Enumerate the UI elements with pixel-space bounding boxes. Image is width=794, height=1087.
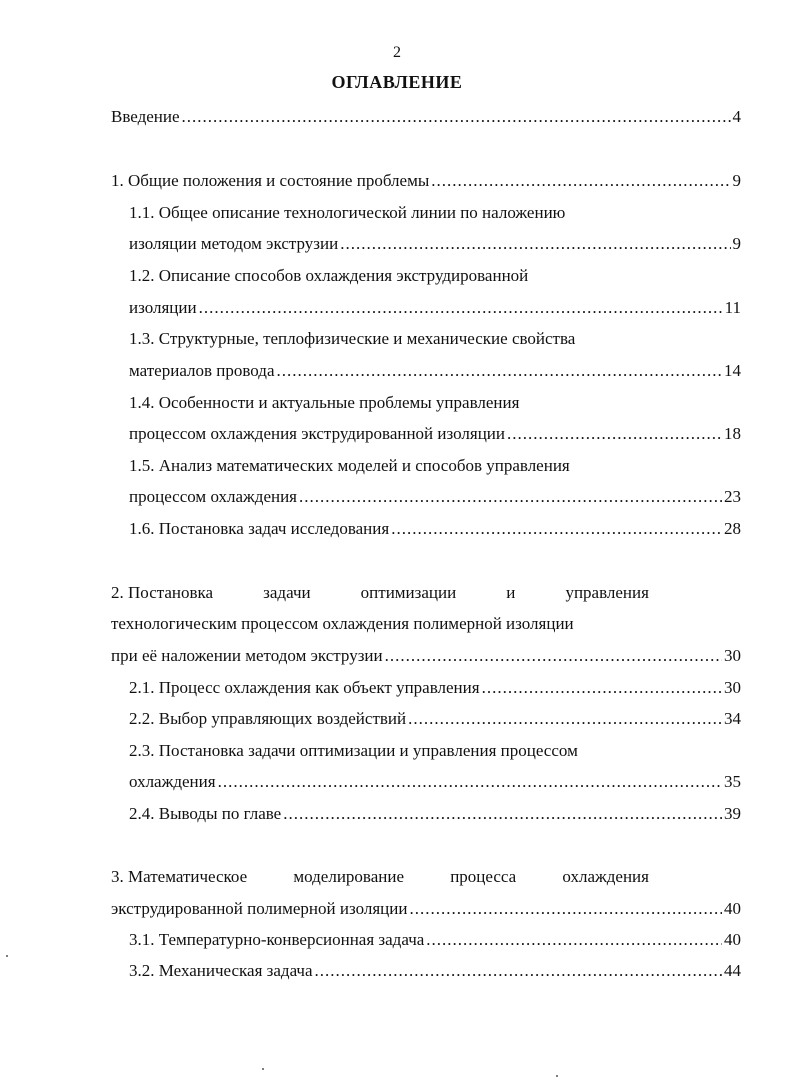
toc-entry-chapter-2[interactable]: при её наложении методом экструзии ..... 30: [111, 645, 741, 667]
toc-entry-intro[interactable]: Введение ..... 4: [111, 106, 741, 128]
toc-entry-1-2[interactable]: изоляции ..... 11: [129, 297, 741, 319]
toc-entry-1-1[interactable]: изоляции методом экструзии ..... 9: [129, 233, 741, 255]
toc-entry-chapter-2-line1: 2. Постановка задачи оптимизации и управления: [111, 583, 649, 602]
page-title: ОГЛАВЛЕНИЕ: [331, 72, 463, 92]
toc-entry-chapter-3[interactable]: экструдированной полимерной изоляции ..... 40: [111, 898, 741, 920]
toc-entry-1-3-line1: 1.3. Структурные, теплофизические и механические свойства: [129, 329, 576, 348]
toc-entry-2-1[interactable]: 2.1. Процесс охлаждения как объект управления ..... 30: [129, 677, 741, 699]
toc-entry-2-3[interactable]: охлаждения ..... 35: [129, 771, 741, 793]
scan-speck: [6, 955, 8, 957]
page-number: 2: [393, 44, 401, 61]
toc-entry-1-2-line1: 1.2. Описание способов охлаждения экструдированной: [129, 266, 529, 285]
toc-entry-1-1-line1: 1.1. Общее описание технологической линии по наложению: [129, 203, 566, 222]
toc-entry-2-2[interactable]: 2.2. Выбор управляющих воздействий ..... 34: [129, 708, 741, 730]
toc-entry-1-6[interactable]: 1.6. Постановка задач исследования ..... 28: [129, 518, 741, 540]
toc-entry-chapter-3-line1: 3. Математическое моделирование процесса охлаждения: [111, 867, 649, 886]
scan-speck: [262, 1068, 264, 1070]
toc-entry-1-5-line1: 1.5. Анализ математических моделей и способов управления: [129, 456, 570, 475]
toc-entry-3-1[interactable]: 3.1. Температурно-конверсионная задача ..... 40: [129, 929, 741, 951]
toc-entry-1-4-line1: 1.4. Особенности и актуальные проблемы управления: [129, 393, 520, 412]
toc-entry-1-3[interactable]: материалов провода ..... 14: [129, 360, 741, 382]
toc-entry-2-4[interactable]: 2.4. Выводы по главе ..... 39: [129, 803, 741, 825]
toc-entry-3-2[interactable]: 3.2. Механическая задача ..... 44: [129, 960, 741, 982]
toc-entry-chapter-2-line2: технологическим процессом охлаждения полимерной изоляции: [111, 614, 574, 633]
toc-entry-1-4[interactable]: процессом охлаждения экструдированной изоляции ..... 18: [129, 423, 741, 445]
toc-entry-2-3-line1: 2.3. Постановка задачи оптимизации и управления процессом: [129, 741, 578, 760]
toc-entry-1-5[interactable]: процессом охлаждения ..... 23: [129, 486, 741, 508]
scan-speck: [556, 1075, 558, 1077]
toc-entry-chapter-1[interactable]: 1. Общие положения и состояние проблемы ..... 9: [111, 170, 741, 192]
